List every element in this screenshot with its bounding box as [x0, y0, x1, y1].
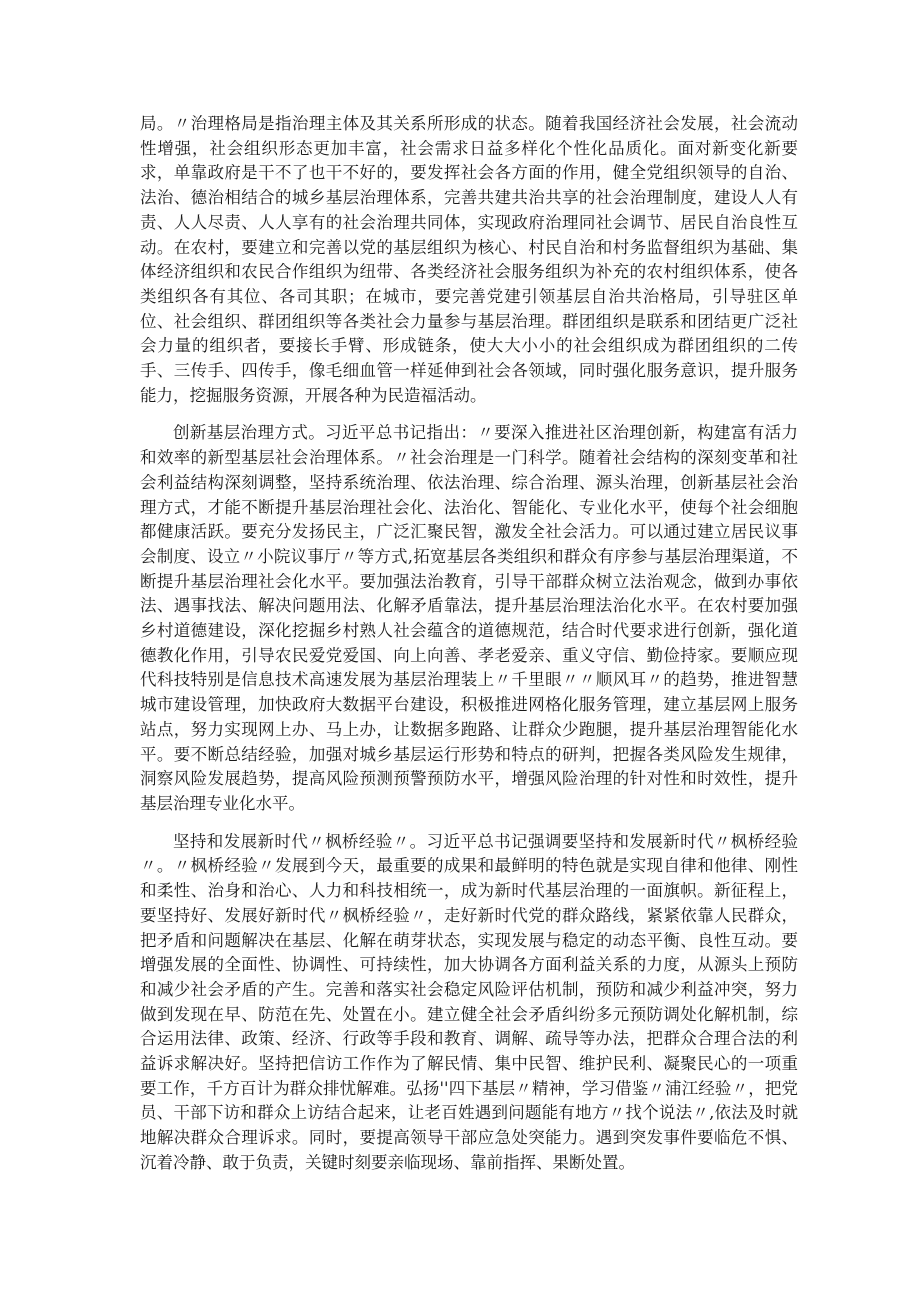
- paragraph-governance-methods: 创新基层治理方式。习近平总书记指出：〃要深入推进社区治理创新，构建富有活力和效率的新型基层社会治理体系。〃社会治理是一门科学。随着社会结构的深刻变革和社会利益结构深刻调整，坚持系统治理、依法治理、综合治理、源头治理，创新基层社会治理方式，才能不断提升基层治理社会化、法治化、智能化、专业化水平，使每个社会细胞都健康活跃。要充分发扬民主，广泛汇聚民智，激发全社会活力。可以通过建立居民议事会制度、设立〃小院议事厅〃等方式,拓宽基层各类组织和群众有序参与基层治理渠道，不断提升基层治理社会化水平。要加强法治教育，引导干部群众树立法治观念，做到办事依法、遇事找法、解决问题用法、化解矛盾靠法，提升基层治理法治化水平。在农村要加强乡村道德建设，深化挖掘乡村熟人社会蕴含的道德规范，结合时代要求进行创新，强化道德教化作用，引导农民爱党爱国、向上向善、孝老爱亲、重义守信、勤俭持家。要顺应现代科技特别是信息技术高速发展为基层治理装上〃千里眼〃〃顺风耳〃的趋势，推进智慧城市建设管理，加快政府大数据平台建设，积极推进网格化服务管理，建立基层网上服务站点，努力实现网上办、马上办，让数据多跑路、让群众少跑腿，提升基层治理智能化水平。要不断总结经验，加强对城乡基层运行形势和特点的研判，把握各类风险发生规律，洞察风险发展趋势，提高风险预测预警预防水平，增强风险治理的针对性和时效性，提升基层治理专业化水平。: [140, 423, 798, 813]
- document-body: [140, 112, 798, 1189]
- paragraph-fengqiao-experience: 坚持和发展新时代〃枫桥经验〃。习近平总书记强调要坚持和发展新时代〃枫桥经验〃。〃枫桥经验〃发展到今天，最重要的成果和最鲜明的特色就是实现自律和他律、刚性和柔性、治身和治心、人力和科技相统一，成为新时代基层治理的一面旗帜。新征程上，要坚持好、发展好新时代〃枫桥经验〃，走好新时代党的群众路线，紧紧依靠人民群众，把矛盾和问题解决在基层、化解在萌芽状态，实现发展与稳定的动态平衡、良性互动。要增强发展的全面性、协调性、可持续性，加大协调各方面利益关系的力度，从源头上预防和减少社会矛盾的产生。完善和落实社会稳定风险评估机制，预防和减少利益冲突，努力做到发现在早、防范在先、处置在小。建立健全社会矛盾纠纷多元预防调处化解机制，综合运用法律、政策、经济、行政等手段和教育、调解、疏导等办法，把群众合理合法的利益诉求解决好。坚持把信访工作作为了解民情、集中民智、维护民利、凝聚民心的一项重要工作，千方百计为群众排忧解难。弘扬''四下基层〃精神，学习借鉴〃浦江经验〃，把党员、干部下访和群众上访结合起来，让老百姓遇到问题能有地方〃找个说法〃,依法及时就地解决群众合理诉求。同时，要提高领导干部应急处突能力。遇到突发事件要临危不惧、沉着冷静、敢于负责，关键时刻要亲临现场、靠前指挥、果断处置。: [140, 831, 798, 1172]
- paragraph-governance-pattern: 局。〃治理格局是指治理主体及其关系所形成的状态。随着我国经济社会发展，社会流动性增强，社会组织形态更加丰富，社会需求日益多样化个性化品质化。面对新变化新要求，单靠政府是干不了也干不好的，要发挥社会各方面的作用，健全党组织领导的自治、法治、德治相结合的城乡基层治理体系，完善共建共治共享的社会治理制度，建设人人有责、人人尽责、人人享有的社会治理共同体，实现政府治理同社会调节、居民自治良性互动。在农村，要建立和完善以党的基层组织为核心、村民自治和村务监督组织为基础、集体经济组织和农民合作组织为纽带、各类经济社会服务组织为补充的农村组织体系，使各类组织各有其位、各司其职；在城市，要完善党建引领基层自治共治格局，引导驻区单位、社会组织、群团组织等各类社会力量参与基层治理。群团组织是联系和团结更广泛社会力量的组织者，要接长手臂、形成链条，使大大小小的社会组织成为群团组织的二传手、三传手、四传手，像毛细血管一样延伸到社会各领域，同时强化服务意识，提升服务能力，挖掘服务资源，开展各种为民造福活动。: [140, 114, 798, 405]
